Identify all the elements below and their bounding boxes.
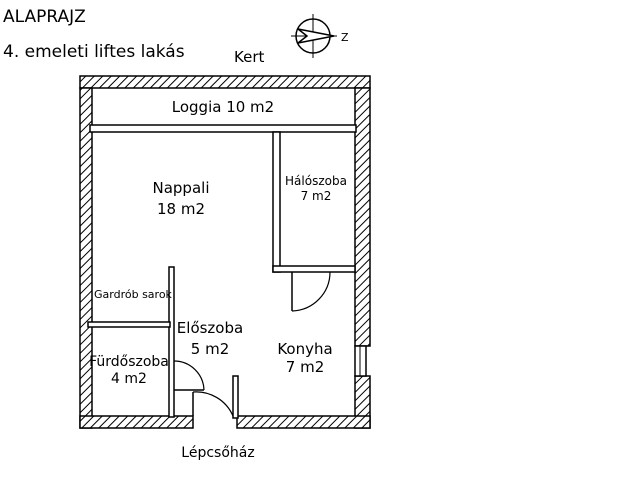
gardrob-label: Gardrób sarok — [94, 288, 172, 301]
kitchen-window — [355, 346, 366, 376]
staircase-label: Lépcsőház — [181, 445, 255, 461]
eloszoba-name: Előszoba — [176, 319, 244, 337]
bedroom-door — [292, 272, 330, 311]
plan-subtitle: 4. emeleti liftes lakás — [3, 42, 185, 62]
compass-north-label: Z — [341, 31, 349, 44]
furdoszoba-area: 4 m2 — [111, 371, 147, 387]
entrance-door — [193, 392, 233, 416]
haloszoba-name: Hálószoba — [285, 174, 347, 188]
nappali-area: 18 m2 — [156, 200, 206, 218]
konyha-area: 7 m2 — [285, 358, 325, 376]
garden-label: Kert — [234, 48, 265, 66]
eloszoba-area: 5 m2 — [190, 340, 230, 358]
compass-icon — [291, 14, 349, 58]
bathroom-door — [174, 361, 204, 390]
plan-title: ALAPRAJZ — [3, 7, 86, 27]
furdoszoba-name: Fürdőszoba — [89, 354, 169, 370]
haloszoba-area: 7 m2 — [300, 189, 332, 203]
konyha-name: Konyha — [277, 340, 333, 358]
nappali-name: Nappali — [152, 179, 210, 197]
loggia-label: Loggia 10 m2 — [171, 98, 275, 116]
loggia-divider — [90, 125, 356, 132]
